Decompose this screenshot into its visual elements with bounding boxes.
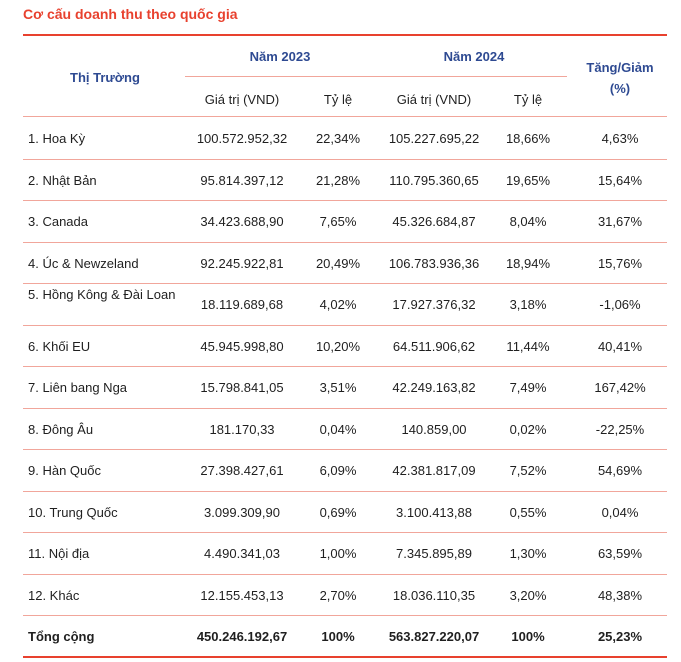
- row-rule: [23, 408, 667, 409]
- row-ratio-2024: 7,49%: [509, 380, 547, 395]
- row-market: 5. Hồng Kông & Đài Loan: [28, 287, 176, 302]
- row-change: 4,63%: [601, 131, 639, 146]
- row-rule: [23, 242, 667, 243]
- row-ratio-2023: 2,70%: [319, 587, 357, 603]
- row-change: 15,76%: [597, 255, 643, 271]
- row-rule: [23, 325, 667, 326]
- header-market: Thị Trường: [70, 70, 140, 85]
- row-value-2023: 12.155.453,13: [200, 587, 284, 603]
- row-change: 0,04%: [601, 504, 639, 520]
- row-market: 1. Hoa Kỳ: [28, 131, 86, 146]
- row-value-2024: 7.345.895,89: [396, 546, 472, 561]
- row-ratio-2024: 19,65%: [505, 172, 551, 188]
- row-rule: [23, 366, 667, 367]
- bottom-rule: [23, 656, 667, 658]
- row-ratio-2024: 7,52%: [509, 463, 547, 478]
- row-value-2023: 181.170,33: [209, 421, 275, 437]
- row-ratio-2024: 18,66%: [505, 131, 551, 146]
- row-market: 9. Hàn Quốc: [28, 463, 101, 478]
- row-market: 6. Khối EU: [28, 338, 91, 354]
- header-value-2023: Giá trị (VND): [204, 92, 280, 107]
- row-rule: [23, 283, 667, 284]
- header-year-2023: Năm 2023: [249, 49, 311, 64]
- row-ratio-2024: 0,55%: [509, 504, 547, 520]
- header-change: Tăng/Giảm: [586, 60, 654, 75]
- row-change: 54,69%: [597, 463, 643, 478]
- row-ratio-2024: 0,02%: [509, 421, 547, 437]
- table-title: Cơ cấu doanh thu theo quốc gia: [23, 6, 238, 22]
- row-market: 10. Trung Quốc: [28, 504, 118, 520]
- row-ratio-2023: 10,20%: [315, 338, 361, 354]
- row-market: 3. Canada: [28, 214, 88, 229]
- row-market: 12. Khác: [28, 587, 80, 603]
- row-value-2023: 92.245.922,81: [200, 255, 284, 271]
- row-value-2024: 42.381.817,09: [392, 463, 476, 478]
- row-ratio-2024: 3,20%: [509, 587, 547, 603]
- row-ratio-2023: 6,09%: [319, 463, 357, 478]
- row-value-2023: 27.398.427,61: [200, 463, 284, 478]
- row-ratio-2023: 7,65%: [319, 214, 357, 229]
- row-value-2024: 105.227.695,22: [388, 131, 480, 146]
- row-value-2024: 18.036.110,35: [392, 587, 476, 603]
- row-value-2023: 18.119.689,68: [200, 297, 284, 312]
- row-ratio-2024: 8,04%: [509, 214, 547, 229]
- row-change: -22,25%: [595, 421, 645, 437]
- row-ratio-2023: 3,51%: [319, 380, 357, 395]
- row-value-2023: 100.572.952,32: [196, 131, 288, 146]
- row-market: 7. Liên bang Nga: [28, 380, 128, 395]
- total-ratio-2024: 100%: [511, 629, 545, 644]
- row-change: -1,06%: [599, 297, 641, 312]
- row-ratio-2023: 1,00%: [319, 546, 357, 561]
- row-rule: [23, 491, 667, 492]
- row-ratio-2023: 4,02%: [319, 297, 357, 312]
- row-ratio-2023: 21,28%: [315, 172, 361, 188]
- row-change: 15,64%: [597, 172, 643, 188]
- row-value-2023: 15.798.841,05: [200, 380, 284, 395]
- row-rule: [23, 449, 667, 450]
- row-value-2024: 17.927.376,32: [392, 297, 476, 312]
- row-value-2023: 45.945.998,80: [200, 338, 284, 354]
- row-change: 48,38%: [597, 587, 643, 603]
- row-change: 31,67%: [597, 214, 643, 229]
- row-value-2023: 3.099.309,90: [204, 504, 280, 520]
- row-value-2024: 106.783.936,36: [388, 255, 480, 271]
- row-ratio-2024: 1,30%: [509, 546, 547, 561]
- row-rule: [23, 200, 667, 201]
- row-rule: [23, 615, 667, 616]
- row-market: 11. Nội địa: [28, 546, 90, 561]
- row-value-2024: 110.795.360,65: [389, 172, 479, 188]
- total-value-2023: 450.246.192,67: [196, 629, 288, 644]
- row-change: 40,41%: [597, 338, 643, 354]
- row-value-2024: 140.859,00: [401, 421, 467, 437]
- total-label: Tổng cộng: [28, 629, 95, 644]
- header-year-2024: Năm 2024: [443, 49, 505, 64]
- top-rule: [23, 34, 667, 36]
- row-ratio-2023: 20,49%: [315, 255, 361, 271]
- total-ratio-2023: 100%: [321, 629, 355, 644]
- row-value-2023: 34.423.688,90: [200, 214, 284, 229]
- row-ratio-2023: 22,34%: [315, 131, 361, 146]
- header-ratio-2023: Tỷ lệ: [323, 92, 353, 107]
- header-change-unit: (%): [609, 81, 631, 96]
- row-change: 63,59%: [597, 546, 643, 561]
- row-value-2024: 3.100.413,88: [396, 504, 472, 520]
- row-rule: [23, 574, 667, 575]
- row-ratio-2024: 18,94%: [505, 255, 551, 271]
- row-value-2024: 42.249.163,82: [392, 380, 476, 395]
- row-market: 2. Nhật Bản: [28, 172, 97, 188]
- header-rule: [23, 116, 667, 117]
- header-year-rule: [185, 76, 567, 77]
- row-value-2024: 64.511.906,62: [392, 338, 476, 354]
- row-change: 167,42%: [594, 380, 646, 395]
- row-ratio-2023: 0,04%: [319, 421, 357, 437]
- row-ratio-2024: 11,44%: [506, 338, 550, 354]
- row-rule: [23, 532, 667, 533]
- row-value-2024: 45.326.684,87: [392, 214, 476, 229]
- row-market: 8. Đông Âu: [28, 421, 94, 437]
- row-ratio-2024: 3,18%: [509, 297, 547, 312]
- row-market: 4. Úc & Newzeland: [28, 255, 139, 271]
- row-value-2023: 4.490.341,03: [204, 546, 280, 561]
- total-change: 25,23%: [597, 629, 643, 644]
- row-ratio-2023: 0,69%: [319, 504, 357, 520]
- header-ratio-2024: Tỷ lệ: [513, 92, 543, 107]
- row-value-2023: 95.814.397,12: [200, 172, 284, 188]
- header-value-2024: Giá trị (VND): [396, 92, 472, 107]
- row-rule: [23, 159, 667, 160]
- total-value-2024: 563.827.220,07: [388, 629, 480, 644]
